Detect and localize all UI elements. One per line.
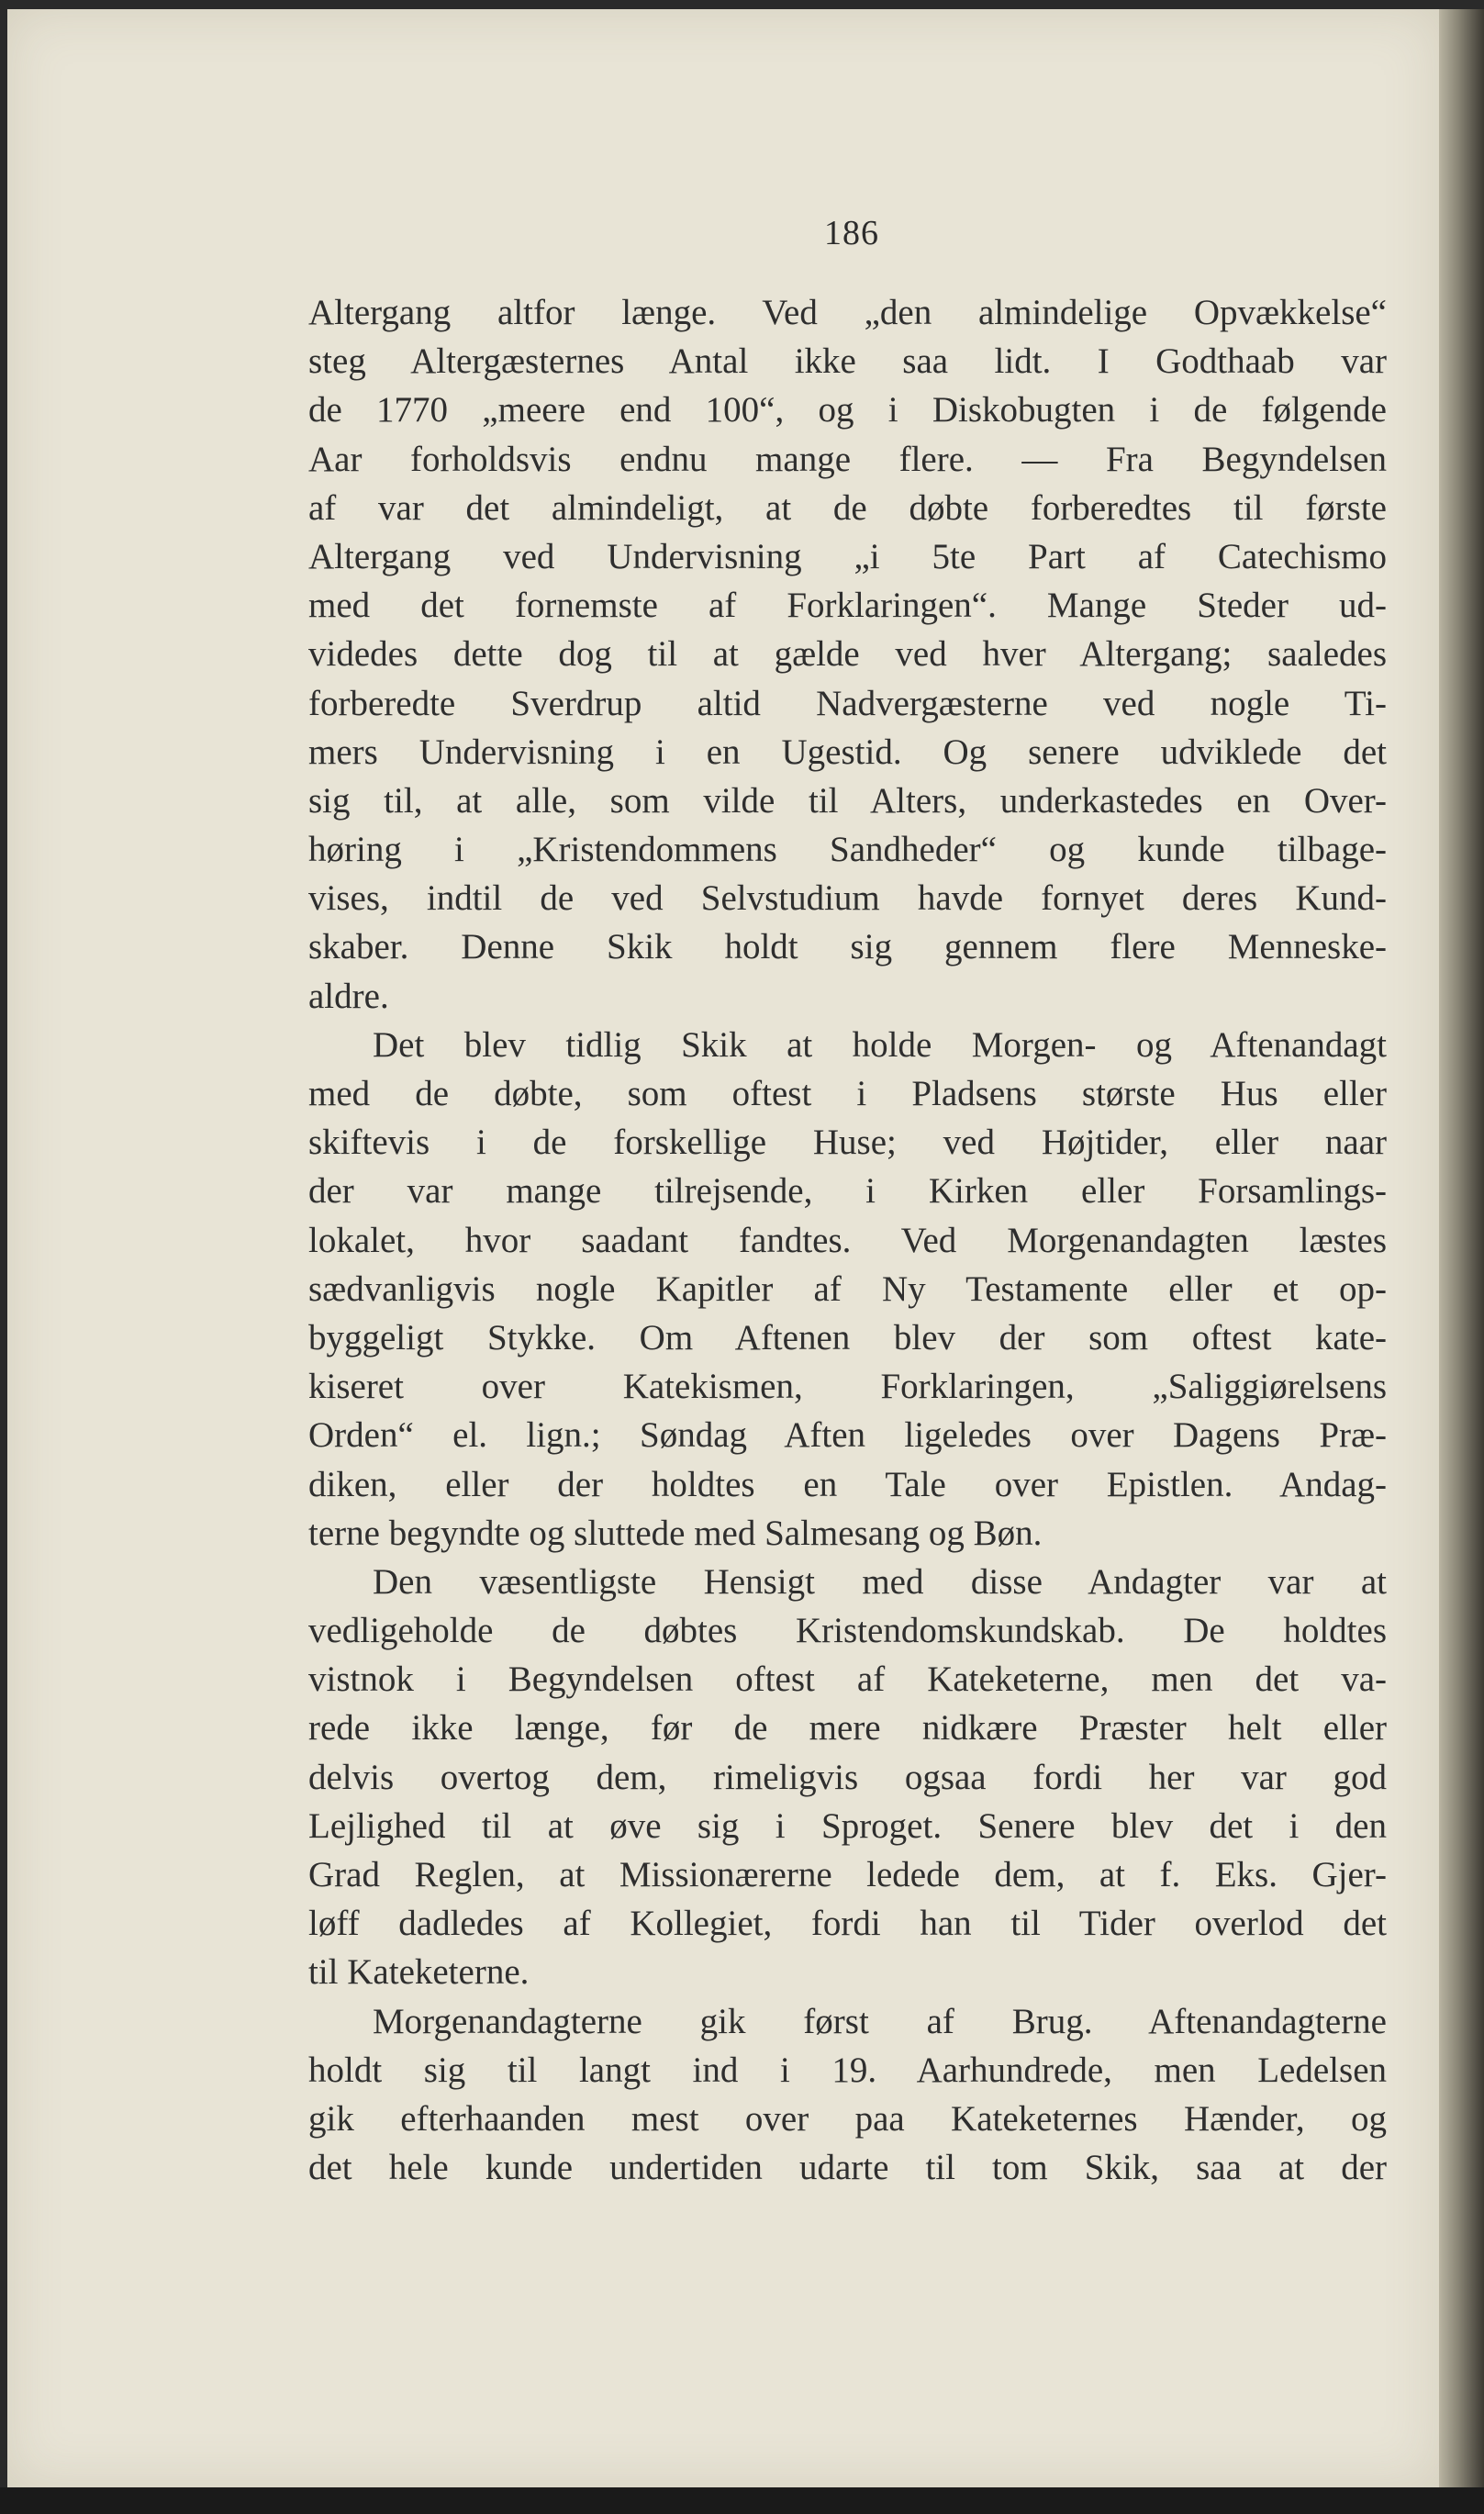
text-line: skiftevis i de forskellige Huse; ved Højtider, eller naar [308, 1123, 1387, 1163]
text-line: lokalet, hvor saadant fandtes. Ved Morgenandagten læstes [308, 1220, 1387, 1260]
text-line: sædvanligvis nogle Kapitler af Ny Testamente eller et op- [308, 1268, 1387, 1309]
text-line: terne begyndte og sluttede med Salmesang og Bøn. [308, 1513, 1043, 1553]
text-line: delvis overtog dem, rimeligvis ogsaa fordi her var god [308, 1757, 1387, 1797]
book-page [7, 9, 1439, 2487]
text-line: aldre. [308, 976, 389, 1016]
text-line: skaber. Denne Skik holdt sig gennem flere Menneske- [308, 927, 1387, 967]
text-line: de 1770 „meere end 100“, og i Diskobugten i de følgende [308, 390, 1387, 430]
text-line: forberedte Sverdrup altid Nadvergæsterne ved nogle Ti- [308, 683, 1387, 723]
text-line: Grad Reglen, at Missionærerne ledede dem, at f. Eks. Gjer- [308, 1855, 1387, 1894]
text-line: Morgenandagterne gik først af Brug. Aftenandagterne [373, 2001, 1387, 2041]
text-line: kiseret over Katekismen, Forklaringen, „Saliggiørelsens [308, 1367, 1387, 1407]
page-number: 186 [824, 214, 879, 252]
text-line: med de døbte, som oftest i Pladsens største Hus eller [308, 1074, 1387, 1113]
text-line: byggeligt Stykke. Om Aftenen blev der som oftest kate- [308, 1317, 1387, 1358]
text-line: mers Undervisning i en Ugestid. Og senere udviklede det [308, 732, 1387, 772]
text-line: gik efterhaanden mest over paa Kateketernes Hænder, og [308, 2098, 1387, 2139]
text-line: vedligeholde de døbtes Kristendomskundskab. De holdtes [308, 1611, 1387, 1651]
text-line: til Kateketerne. [308, 1952, 530, 1993]
text-line: Altergang ved Undervisning „i 5te Part af Catechismo [308, 536, 1387, 576]
text-line: vises, indtil de ved Selvstudium havde fornyet deres Kund- [308, 878, 1387, 919]
page-edge-shadow [1439, 9, 1484, 2487]
text-line: høring i „Kristendommens Sandheder“ og kunde tilbage- [308, 830, 1387, 870]
text-line: holdt sig til langt ind i 19. Aarhundrede, men Ledelsen [308, 2050, 1387, 2090]
text-line: der var mange tilrejsende, i Kirken eller Forsamlings- [308, 1171, 1387, 1212]
text-line: vistnok i Begyndelsen oftest af Kateketerne, men det va- [308, 1659, 1387, 1700]
text-line: Aar forholdsvis endnu mange flere. — Fra Begyndelsen [308, 439, 1387, 479]
text-line: Lejlighed til at øve sig i Sproget. Senere blev det i den [308, 1805, 1387, 1846]
body-text [308, 288, 1387, 2192]
text-line: af var det almindeligt, at de døbte forberedtes til første [308, 487, 1387, 528]
text-line: løff dadledes af Kollegiet, fordi han til Tider overlod det [308, 1904, 1387, 1944]
text-line: rede ikke længe, før de mere nidkære Præster helt eller [308, 1708, 1387, 1749]
text-line: sig til, at alle, som vilde til Alters, underkastedes en Over- [308, 780, 1387, 821]
scan-bottom-border [0, 2487, 1484, 2514]
text-line: det hele kunde undertiden udarte til tom Skik, saa at der [308, 2148, 1387, 2188]
text-line: diken, eller der holdtes en Tale over Epistlen. Andag- [308, 1464, 1387, 1504]
text-line: Altergang altfor længe. Ved „den almindelige Opvækkelse“ [308, 293, 1387, 332]
text-line: Den væsentligste Hensigt med disse Andagter var at [373, 1561, 1387, 1602]
text-line: steg Altergæsternes Antal ikke saa lidt. I Godthaab var [308, 341, 1387, 382]
text-line: med det fornemste af Forklaringen“. Mange Steder ud- [308, 586, 1387, 626]
text-line: Det blev tidlig Skik at holde Morgen- og Aftenandagt [373, 1024, 1387, 1065]
text-line: videdes dette dog til at gælde ved hver Altergang; saaledes [308, 634, 1387, 675]
text-line: Orden“ el. lign.; Søndag Aften ligeledes over Dagens Præ- [308, 1415, 1387, 1456]
